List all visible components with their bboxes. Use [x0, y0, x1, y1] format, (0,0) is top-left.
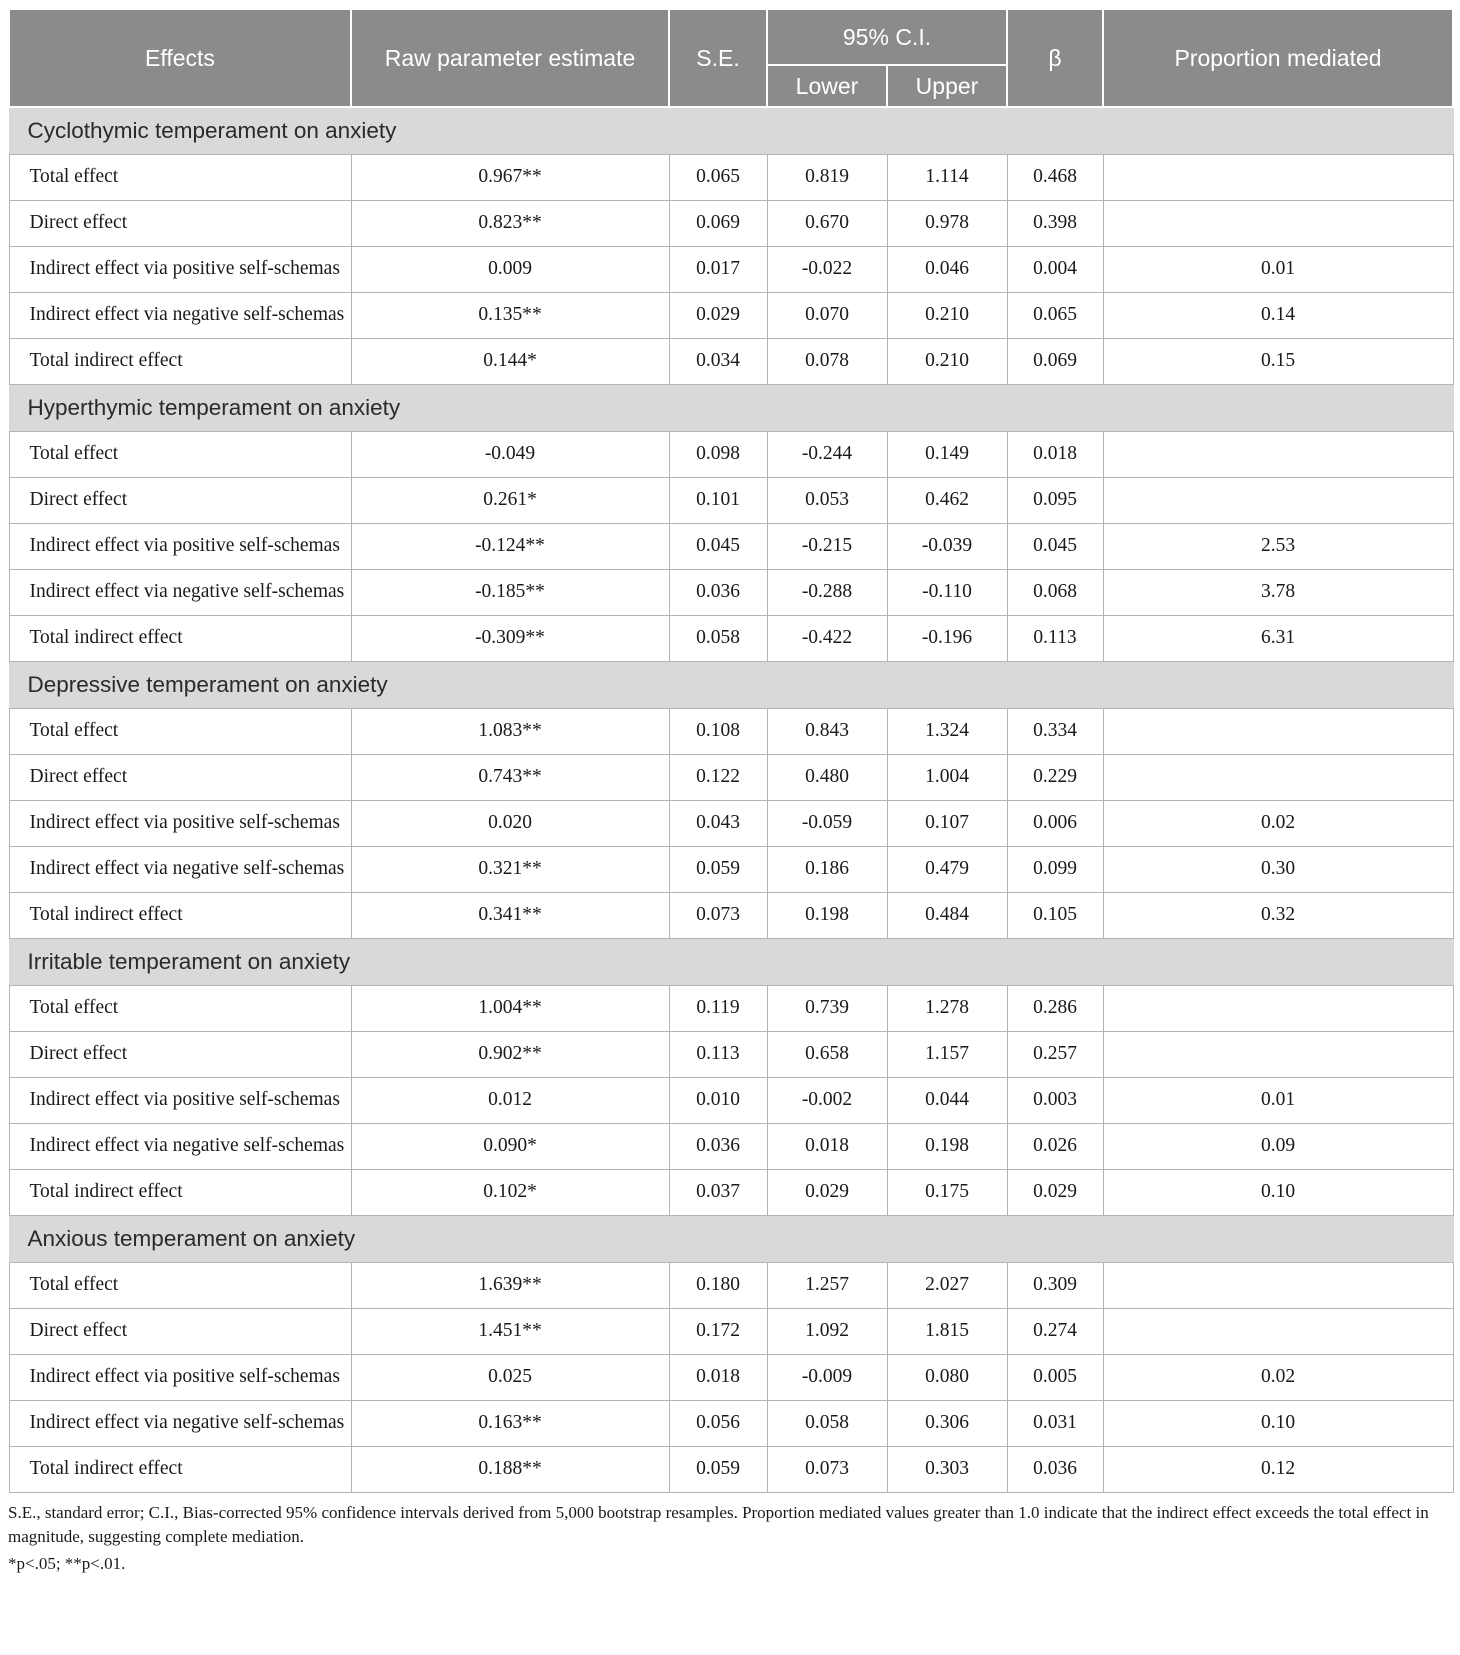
ci-upper-value: 2.027	[887, 1262, 1007, 1308]
section-title: Hyperthymic temperament on anxiety	[9, 384, 1453, 431]
effect-label: Direct effect	[9, 477, 351, 523]
ci-lower-value: -0.059	[767, 800, 887, 846]
beta-value: 0.113	[1007, 615, 1103, 661]
beta-value: 0.026	[1007, 1123, 1103, 1169]
ci-upper-value: 0.198	[887, 1123, 1007, 1169]
section-header-row	[9, 661, 1453, 708]
proportion-mediated-value	[1103, 477, 1453, 523]
proportion-mediated-value: 0.10	[1103, 1169, 1453, 1215]
ci-lower-value: -0.244	[767, 431, 887, 477]
col-header-ci: 95% C.I.	[767, 9, 1007, 65]
effect-label: Direct effect	[9, 1308, 351, 1354]
table-row	[9, 154, 1453, 200]
se-value: 0.058	[669, 615, 767, 661]
raw-estimate-value: 0.135**	[351, 292, 669, 338]
se-value: 0.045	[669, 523, 767, 569]
section-header-row	[9, 384, 1453, 431]
raw-estimate-value: 0.321**	[351, 846, 669, 892]
table-row	[9, 569, 1453, 615]
beta-value: 0.045	[1007, 523, 1103, 569]
raw-estimate-value: -0.049	[351, 431, 669, 477]
col-header-ci-lower: Lower	[767, 65, 887, 107]
se-value: 0.119	[669, 985, 767, 1031]
beta-value: 0.005	[1007, 1354, 1103, 1400]
beta-value: 0.003	[1007, 1077, 1103, 1123]
beta-value: 0.068	[1007, 569, 1103, 615]
beta-value: 0.018	[1007, 431, 1103, 477]
se-value: 0.017	[669, 246, 767, 292]
raw-estimate-value: 0.025	[351, 1354, 669, 1400]
table-row	[9, 615, 1453, 661]
table-row	[9, 431, 1453, 477]
raw-estimate-value: 0.144*	[351, 338, 669, 384]
proportion-mediated-value	[1103, 754, 1453, 800]
section-header-row	[9, 938, 1453, 985]
table-header	[9, 9, 1453, 107]
effect-label: Total effect	[9, 431, 351, 477]
raw-estimate-value: 0.102*	[351, 1169, 669, 1215]
proportion-mediated-value	[1103, 154, 1453, 200]
ci-upper-value: 0.462	[887, 477, 1007, 523]
table-row	[9, 846, 1453, 892]
ci-upper-value: -0.039	[887, 523, 1007, 569]
beta-value: 0.274	[1007, 1308, 1103, 1354]
ci-upper-value: 0.978	[887, 200, 1007, 246]
effect-label: Indirect effect via positive self-schemas	[9, 1354, 351, 1400]
table-row	[9, 1446, 1453, 1492]
beta-value: 0.031	[1007, 1400, 1103, 1446]
ci-upper-value: 0.149	[887, 431, 1007, 477]
ci-lower-value: 0.670	[767, 200, 887, 246]
effect-label: Total effect	[9, 1262, 351, 1308]
se-value: 0.065	[669, 154, 767, 200]
ci-lower-value: -0.215	[767, 523, 887, 569]
ci-lower-value: 0.186	[767, 846, 887, 892]
se-value: 0.018	[669, 1354, 767, 1400]
ci-upper-value: 0.210	[887, 292, 1007, 338]
beta-value: 0.229	[1007, 754, 1103, 800]
ci-lower-value: 0.073	[767, 1446, 887, 1492]
se-value: 0.122	[669, 754, 767, 800]
ci-lower-value: 0.480	[767, 754, 887, 800]
se-value: 0.059	[669, 846, 767, 892]
col-header-proportion-mediated: Proportion mediated	[1103, 9, 1453, 107]
raw-estimate-value: 0.012	[351, 1077, 669, 1123]
table-row	[9, 477, 1453, 523]
ci-upper-value: 1.815	[887, 1308, 1007, 1354]
raw-estimate-value: 0.902**	[351, 1031, 669, 1077]
proportion-mediated-value: 0.14	[1103, 292, 1453, 338]
beta-value: 0.309	[1007, 1262, 1103, 1308]
beta-value: 0.334	[1007, 708, 1103, 754]
se-value: 0.036	[669, 569, 767, 615]
table-row	[9, 338, 1453, 384]
table-row	[9, 1400, 1453, 1446]
ci-lower-value: -0.009	[767, 1354, 887, 1400]
effect-label: Total indirect effect	[9, 1446, 351, 1492]
beta-value: 0.006	[1007, 800, 1103, 846]
proportion-mediated-value	[1103, 431, 1453, 477]
se-value: 0.034	[669, 338, 767, 384]
ci-upper-value: 1.157	[887, 1031, 1007, 1077]
effect-label: Indirect effect via negative self-schemas	[9, 1400, 351, 1446]
table-row	[9, 1077, 1453, 1123]
proportion-mediated-value: 0.12	[1103, 1446, 1453, 1492]
ci-upper-value: -0.110	[887, 569, 1007, 615]
se-value: 0.098	[669, 431, 767, 477]
se-value: 0.043	[669, 800, 767, 846]
raw-estimate-value: 1.004**	[351, 985, 669, 1031]
raw-estimate-value: -0.185**	[351, 569, 669, 615]
ci-lower-value: 0.819	[767, 154, 887, 200]
proportion-mediated-value: 3.78	[1103, 569, 1453, 615]
effect-label: Indirect effect via positive self-schemas	[9, 246, 351, 292]
ci-upper-value: 0.306	[887, 1400, 1007, 1446]
se-value: 0.101	[669, 477, 767, 523]
table-row	[9, 1308, 1453, 1354]
proportion-mediated-value	[1103, 200, 1453, 246]
ci-lower-value: 0.053	[767, 477, 887, 523]
se-value: 0.037	[669, 1169, 767, 1215]
table-row	[9, 1354, 1453, 1400]
effect-label: Indirect effect via negative self-schemas	[9, 569, 351, 615]
effect-label: Direct effect	[9, 754, 351, 800]
col-header-se: S.E.	[669, 9, 767, 107]
ci-upper-value: 0.303	[887, 1446, 1007, 1492]
raw-estimate-value: 0.020	[351, 800, 669, 846]
raw-estimate-value: 1.639**	[351, 1262, 669, 1308]
proportion-mediated-value: 0.15	[1103, 338, 1453, 384]
proportion-mediated-value: 0.02	[1103, 1354, 1453, 1400]
beta-value: 0.105	[1007, 892, 1103, 938]
beta-value: 0.004	[1007, 246, 1103, 292]
col-header-raw-estimate: Raw parameter estimate	[351, 9, 669, 107]
table-row	[9, 1262, 1453, 1308]
table-row	[9, 985, 1453, 1031]
ci-upper-value: 1.324	[887, 708, 1007, 754]
table-row	[9, 800, 1453, 846]
ci-upper-value: 0.175	[887, 1169, 1007, 1215]
ci-lower-value: 0.070	[767, 292, 887, 338]
ci-lower-value: 0.029	[767, 1169, 887, 1215]
raw-estimate-value: 0.188**	[351, 1446, 669, 1492]
effect-label: Total indirect effect	[9, 338, 351, 384]
ci-upper-value: 0.080	[887, 1354, 1007, 1400]
se-value: 0.010	[669, 1077, 767, 1123]
table-row	[9, 200, 1453, 246]
proportion-mediated-value	[1103, 1031, 1453, 1077]
table-row	[9, 892, 1453, 938]
effect-label: Indirect effect via positive self-schemas	[9, 523, 351, 569]
beta-value: 0.398	[1007, 200, 1103, 246]
proportion-mediated-value: 0.09	[1103, 1123, 1453, 1169]
section-header-row	[9, 1215, 1453, 1262]
se-value: 0.073	[669, 892, 767, 938]
raw-estimate-value: 0.009	[351, 246, 669, 292]
ci-upper-value: 0.479	[887, 846, 1007, 892]
beta-value: 0.095	[1007, 477, 1103, 523]
raw-estimate-value: 0.261*	[351, 477, 669, 523]
raw-estimate-value: 0.163**	[351, 1400, 669, 1446]
ci-lower-value: -0.288	[767, 569, 887, 615]
se-value: 0.108	[669, 708, 767, 754]
ci-upper-value: 0.210	[887, 338, 1007, 384]
se-value: 0.056	[669, 1400, 767, 1446]
proportion-mediated-value	[1103, 985, 1453, 1031]
effect-label: Total indirect effect	[9, 1169, 351, 1215]
ci-lower-value: -0.422	[767, 615, 887, 661]
effect-label: Total effect	[9, 154, 351, 200]
proportion-mediated-value: 0.10	[1103, 1400, 1453, 1446]
ci-lower-value: 1.257	[767, 1262, 887, 1308]
ci-upper-value: 1.004	[887, 754, 1007, 800]
se-value: 0.029	[669, 292, 767, 338]
table-row	[9, 246, 1453, 292]
effect-label: Indirect effect via negative self-schemas	[9, 1123, 351, 1169]
effect-label: Indirect effect via negative self-schemas	[9, 846, 351, 892]
proportion-mediated-value: 0.30	[1103, 846, 1453, 892]
proportion-mediated-value	[1103, 1308, 1453, 1354]
effect-label: Indirect effect via negative self-schemas	[9, 292, 351, 338]
table-row	[9, 1169, 1453, 1215]
ci-upper-value: 0.046	[887, 246, 1007, 292]
col-header-ci-upper: Upper	[887, 65, 1007, 107]
table-row	[9, 292, 1453, 338]
footnote-abbreviations: S.E., standard error; C.I., Bias-corrected 95% confidence intervals derived from 5,000 bootstrap resamples. Proportion mediated values greater than 1.0 indicate that the indirect effect exceeds the total effect in magnitude, suggesting complete mediation.	[8, 1502, 1429, 1547]
col-header-beta: β	[1007, 9, 1103, 107]
ci-lower-value: 0.018	[767, 1123, 887, 1169]
effect-label: Total effect	[9, 708, 351, 754]
table-row	[9, 523, 1453, 569]
beta-value: 0.099	[1007, 846, 1103, 892]
section-title: Cyclothymic temperament on anxiety	[9, 107, 1453, 154]
section-header-row	[9, 107, 1453, 154]
raw-estimate-value: -0.309**	[351, 615, 669, 661]
effect-label: Total effect	[9, 985, 351, 1031]
se-value: 0.172	[669, 1308, 767, 1354]
ci-upper-value: 1.114	[887, 154, 1007, 200]
table-footnotes	[8, 1493, 1452, 1577]
se-value: 0.180	[669, 1262, 767, 1308]
effect-label: Direct effect	[9, 1031, 351, 1077]
proportion-mediated-value	[1103, 1262, 1453, 1308]
section-title: Depressive temperament on anxiety	[9, 661, 1453, 708]
raw-estimate-value: 1.083**	[351, 708, 669, 754]
table-row	[9, 708, 1453, 754]
se-value: 0.069	[669, 200, 767, 246]
ci-upper-value: 0.107	[887, 800, 1007, 846]
beta-value: 0.065	[1007, 292, 1103, 338]
beta-value: 0.029	[1007, 1169, 1103, 1215]
beta-value: 0.286	[1007, 985, 1103, 1031]
effect-label: Direct effect	[9, 200, 351, 246]
ci-lower-value: 0.843	[767, 708, 887, 754]
ci-upper-value: 0.484	[887, 892, 1007, 938]
table-row	[9, 1031, 1453, 1077]
proportion-mediated-value	[1103, 708, 1453, 754]
se-value: 0.113	[669, 1031, 767, 1077]
se-value: 0.036	[669, 1123, 767, 1169]
proportion-mediated-value: 0.02	[1103, 800, 1453, 846]
beta-value: 0.036	[1007, 1446, 1103, 1492]
section-title: Anxious temperament on anxiety	[9, 1215, 1453, 1262]
raw-estimate-value: -0.124**	[351, 523, 669, 569]
ci-lower-value: 0.198	[767, 892, 887, 938]
footnote-significance: *p<.05; **p<.01.	[8, 1553, 126, 1573]
beta-value: 0.468	[1007, 154, 1103, 200]
raw-estimate-value: 0.823**	[351, 200, 669, 246]
raw-estimate-value: 1.451**	[351, 1308, 669, 1354]
col-header-effects: Effects	[9, 9, 351, 107]
ci-upper-value: 0.044	[887, 1077, 1007, 1123]
effect-label: Total indirect effect	[9, 892, 351, 938]
proportion-mediated-value: 0.32	[1103, 892, 1453, 938]
table-row	[9, 754, 1453, 800]
beta-value: 0.069	[1007, 338, 1103, 384]
proportion-mediated-value: 0.01	[1103, 246, 1453, 292]
ci-lower-value: 0.078	[767, 338, 887, 384]
ci-lower-value: -0.002	[767, 1077, 887, 1123]
proportion-mediated-value: 0.01	[1103, 1077, 1453, 1123]
se-value: 0.059	[669, 1446, 767, 1492]
effect-label: Indirect effect via positive self-schemas	[9, 1077, 351, 1123]
ci-lower-value: -0.022	[767, 246, 887, 292]
ci-upper-value: 1.278	[887, 985, 1007, 1031]
results-table	[8, 8, 1454, 1493]
proportion-mediated-value: 6.31	[1103, 615, 1453, 661]
ci-lower-value: 0.739	[767, 985, 887, 1031]
ci-lower-value: 1.092	[767, 1308, 887, 1354]
section-title: Irritable temperament on anxiety	[9, 938, 1453, 985]
ci-lower-value: 0.658	[767, 1031, 887, 1077]
raw-estimate-value: 0.341**	[351, 892, 669, 938]
ci-upper-value: -0.196	[887, 615, 1007, 661]
beta-value: 0.257	[1007, 1031, 1103, 1077]
raw-estimate-value: 0.090*	[351, 1123, 669, 1169]
effect-label: Total indirect effect	[9, 615, 351, 661]
ci-lower-value: 0.058	[767, 1400, 887, 1446]
effect-label: Indirect effect via positive self-schemas	[9, 800, 351, 846]
proportion-mediated-value: 2.53	[1103, 523, 1453, 569]
table-row	[9, 1123, 1453, 1169]
raw-estimate-value: 0.743**	[351, 754, 669, 800]
raw-estimate-value: 0.967**	[351, 154, 669, 200]
